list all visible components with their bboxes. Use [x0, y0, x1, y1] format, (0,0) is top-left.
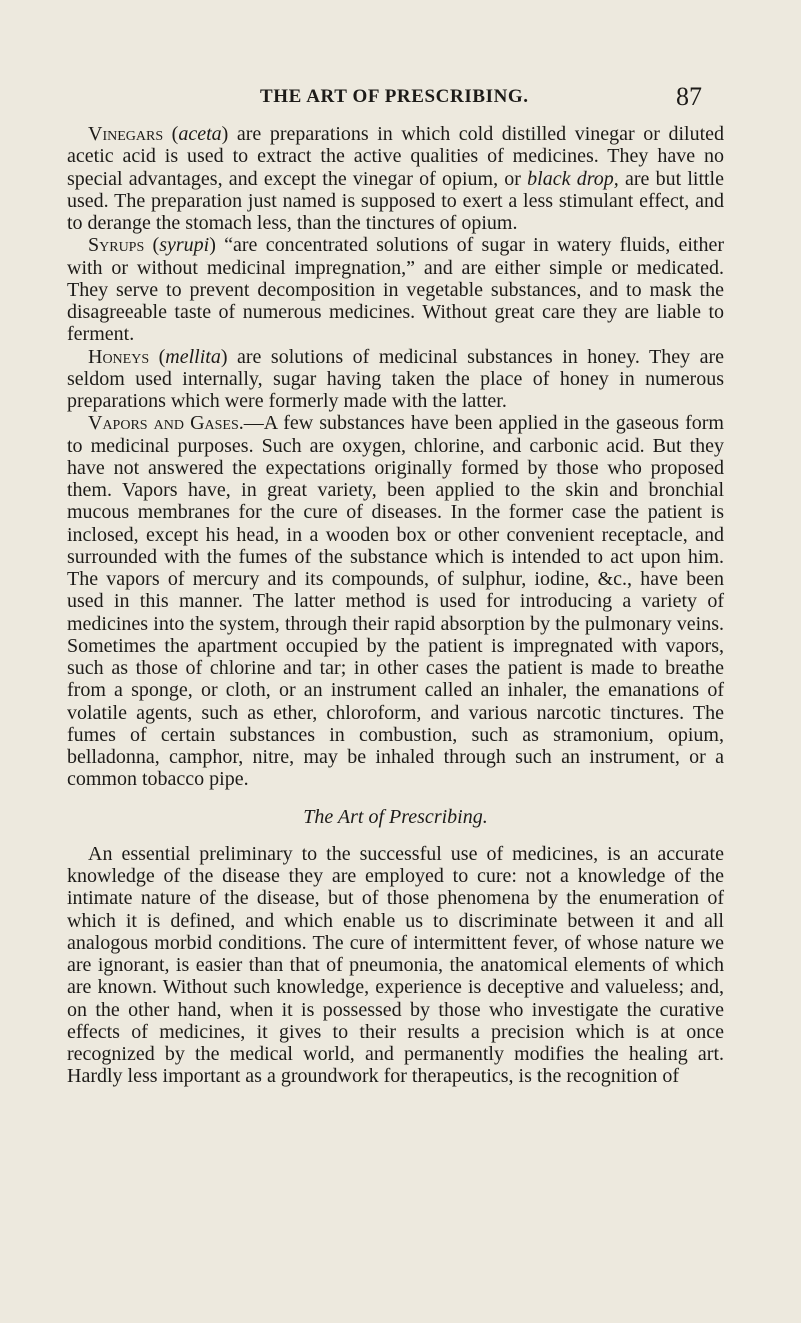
paragraph-vapors [67, 412, 724, 790]
latin-syrupi: syrupi [159, 234, 210, 257]
vinegars-text-a: are preparations in which cold distilled vinegar or diluted acetic acid is used to extract the active qualities of medicines. They have no special advantages, and except the vinegar of opium, or [67, 123, 724, 190]
paragraph-art-of-prescribing: An essential preliminary to the successful use of medicines, is an accurate knowledge of the disease they are employed to cure: not a knowledge of the intimate nature of the disease, but of those phenomena by the enumeration of which it is defined, and which enable us to discriminate between it and all analogous morbid conditions. The cure of intermittent fever, of whose nature we are ignorant, is easier than that of pneumonia, the anatomical elements of which are known. Without such knowledge, experience is deceptive and valueless; and, on the other hand, when it is possessed by those who investigate the curative effects of medicines, it gives to their results a precision which is at once recognized by the medical world, and permanently modifies the healing art. Hardly less important as a groundwork for therapeutics, is the recognition of [67, 842, 724, 1088]
paragraph-honeys: Honeys (mellita) are solutions of medicinal substances in honey. They are seldom used internally, sugar having taken the place of honey in numerous preparations which were formerly made with the latter. [67, 345, 724, 412]
term-vapors-and-gases: Vapors and Gases. [88, 412, 244, 435]
latin-mellita: mellita [165, 345, 221, 368]
term-vinegars: Vinegars [88, 123, 164, 145]
vapors-text: —A few substances have been applied in the gaseous form to medicinal purposes. Such are oxygen, chlorine, and carbonic acid. But they have not answered the expectations originally formed by those who proposed them. Vapors have, in great variety, been applied to the skin and bronchial mucous membranes for the cure of diseases. In the former case the patient is inclosed, except his head, in a wooden box or other convenient receptacle, and surrounded with the fumes of the substance which is intended to act upon him. The vapors of mercury and its compounds, of sulphur, iodine, &c., have been used in this manner. The latter method is used for introducing a variety of medicines into the system, through their rapid absorption by the pulmonary veins. Sometimes the apartment occupied by the patient is impregnated with vapors, such as those of chlorine and tar; in other cases the patient is made to breathe from a sponge, or cloth, or an instrument called an inhaler, the emanations of volatile agents, such as ether, chloroform, and various narcotic tinctures. The fumes of certain substances in combustion, such as stramonium, opium, belladonna, camphor, nitre, may be inhaled through such an instrument, or a common tobacco pipe. [67, 412, 724, 791]
running-header [0, 82, 801, 112]
running-title: THE ART OF PRESCRIBING. [260, 86, 529, 107]
syrups-text: “are concentrated solutions of sugar in watery fluids, either with or without medicinal impregnation,” and are either simple or medicated. They serve to prevent decomposition in vegetable substances, and to mask the disagreeable taste of numerous medicines. Without great care they are liable to ferment. [67, 234, 724, 346]
body-text [67, 123, 724, 1088]
page-number: 87 [676, 82, 702, 111]
vinegars-text-b: are but little used. The preparation just named is supposed to exert a less stimulant effect, and to derange the stomach less, than the tinctures of opium. [67, 167, 724, 234]
term-syrups: Syrups [88, 234, 145, 257]
section-heading: The Art of Prescribing. [303, 805, 488, 828]
black-drop-term: black drop, [527, 167, 619, 190]
paragraph-syrups: Syrups (syrupi) “are concentrated solutions of sugar in watery fluids, either with or without medicinal impregnation,” and are either simple or medicated. They serve to prevent decomposition in vegetable substances, and to mask the disagreeable taste of numerous medicines. Without great care they are liable to ferment. [67, 234, 724, 346]
term-honeys: Honeys [88, 345, 150, 368]
honeys-text: are solutions of medicinal substances in honey. They are seldom used internally, sugar having taken the place of honey in numerous preparations which were formerly made with the latter. [67, 345, 724, 412]
paragraph-vinegars: Vinegars (aceta) are preparations in which cold distilled vinegar or diluted acetic acid is used to extract the active qualities of medicines. They have no special advantages, and except the vinegar of opium, or black drop, are but little used. The preparation just named is supposed to exert a less stimulant effect, and to derange the stomach less, than the tinctures of opium. [67, 123, 724, 234]
latin-aceta: aceta [178, 123, 222, 145]
